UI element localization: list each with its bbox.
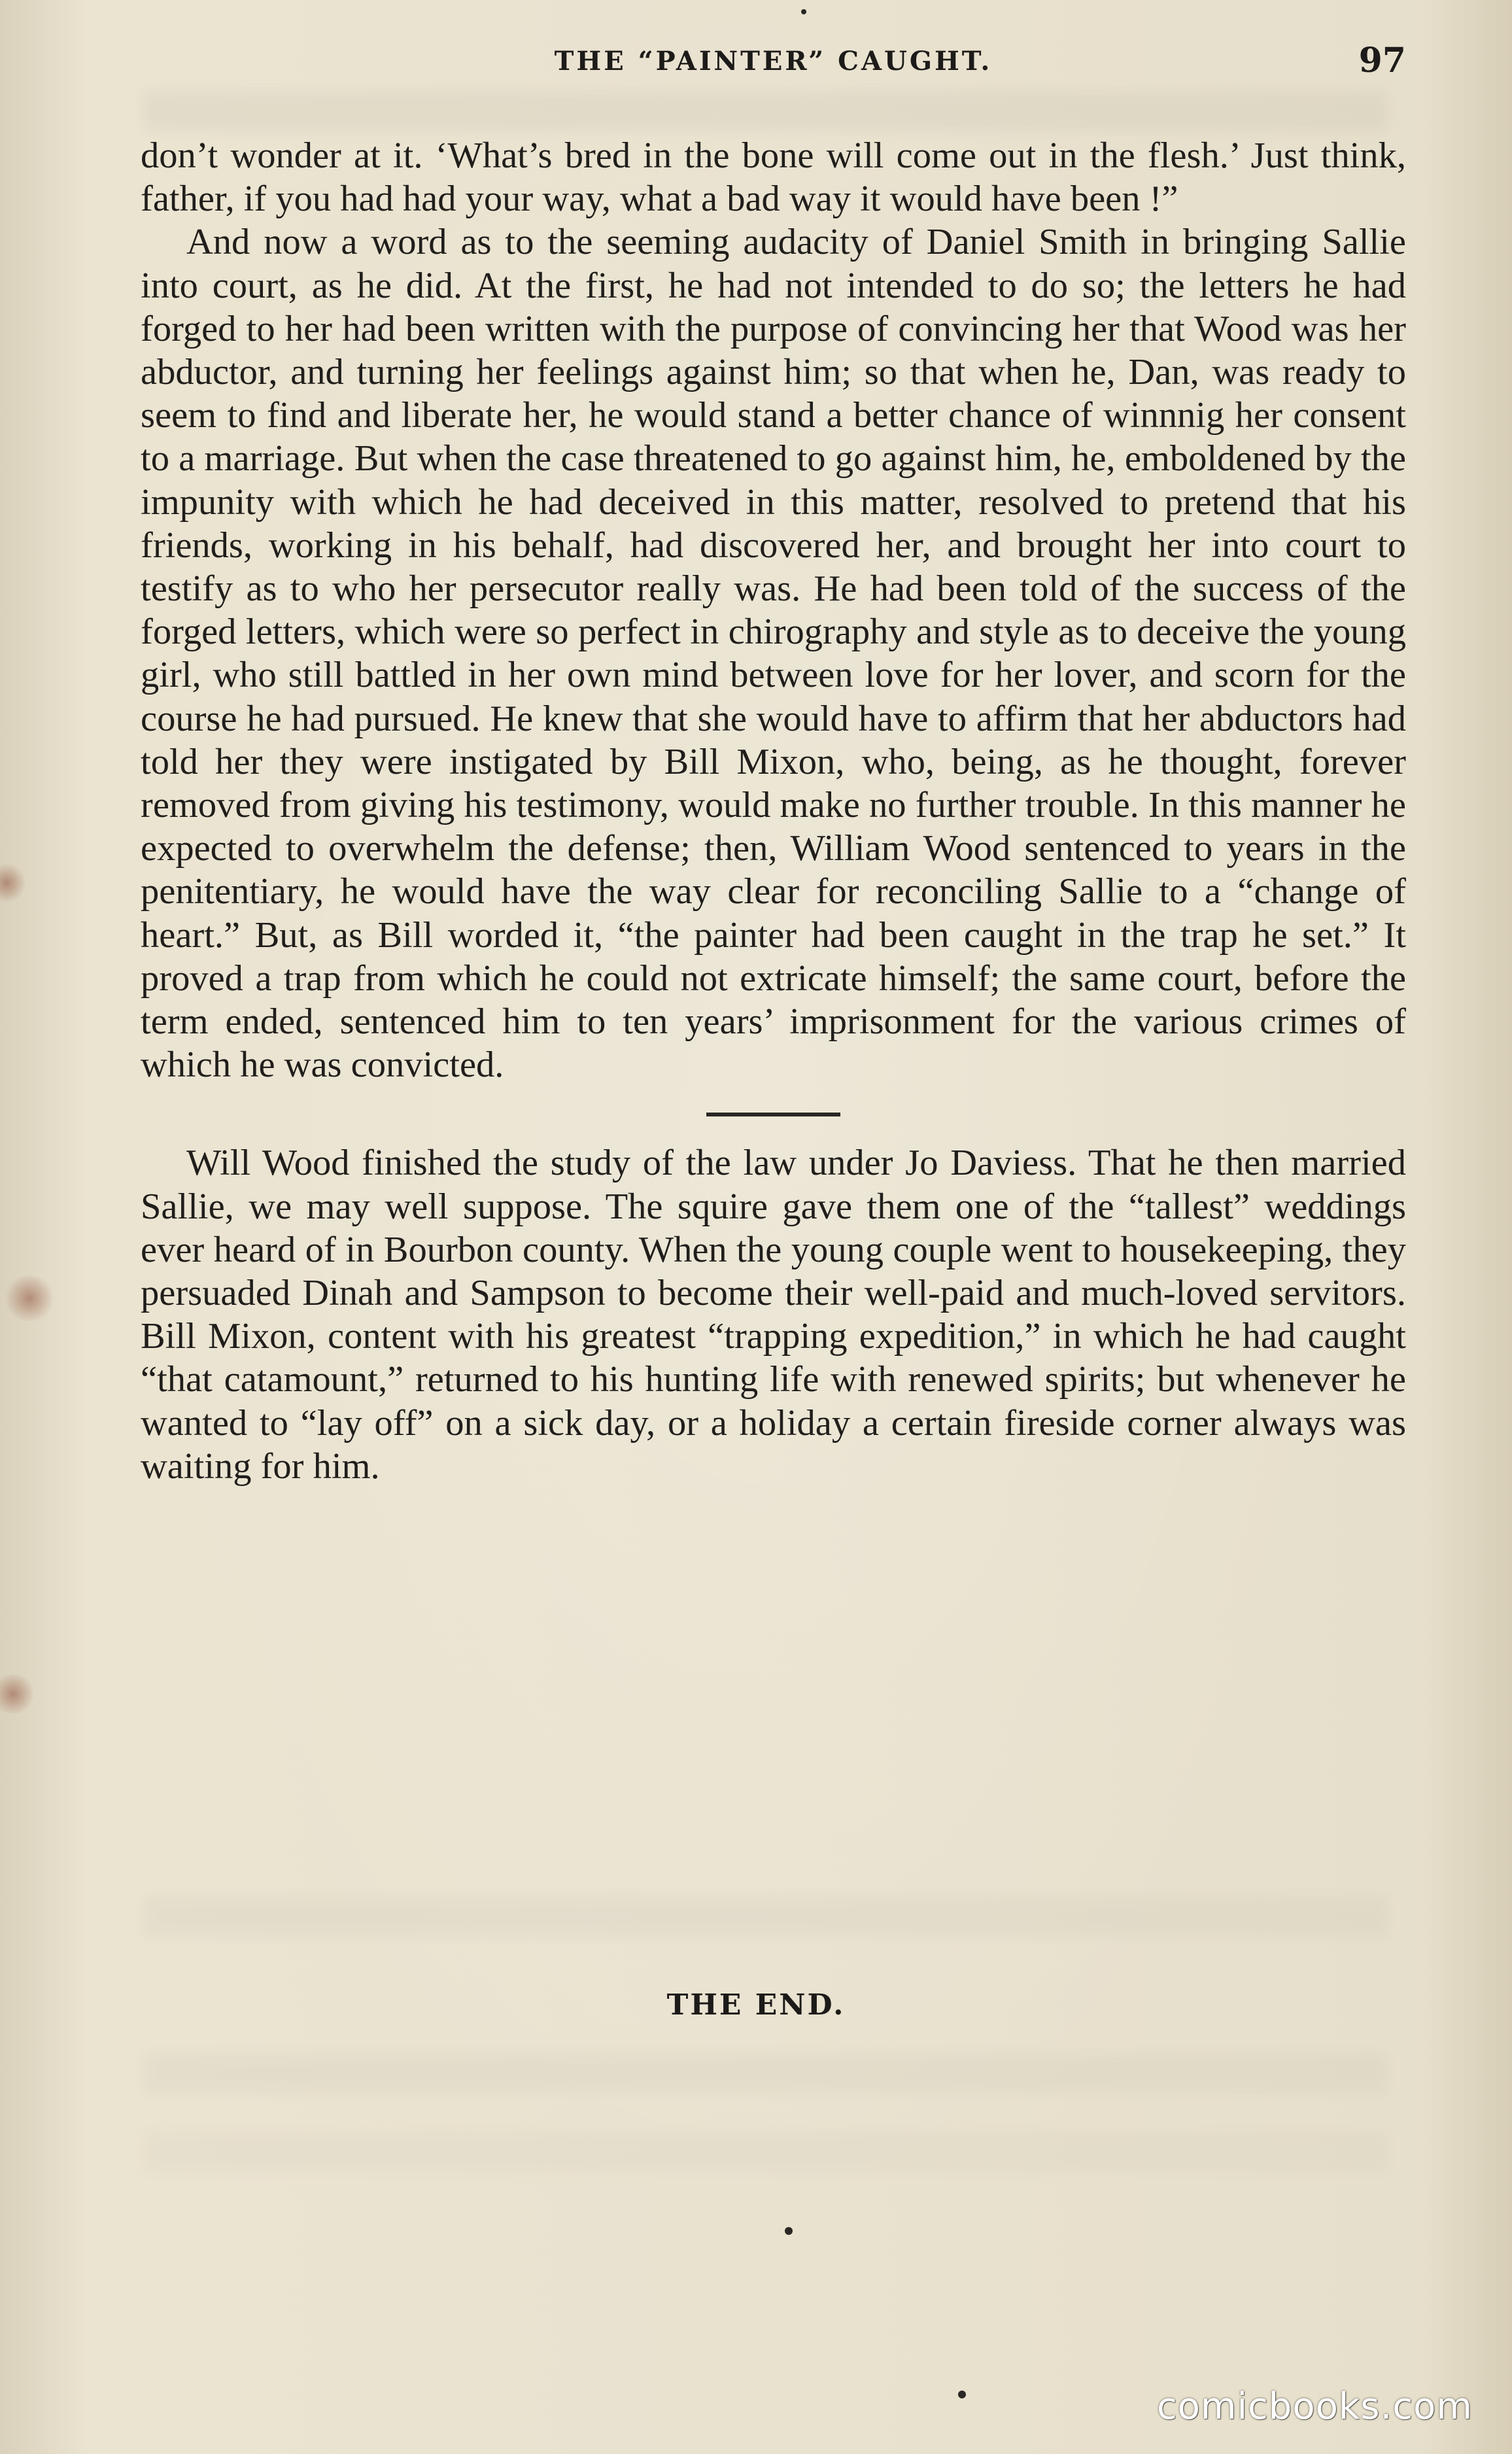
page-header [141, 41, 1406, 86]
edge-stain [0, 863, 26, 903]
ink-speck [958, 2391, 966, 2398]
body-text [141, 134, 1406, 1488]
running-head: THE “PAINTER” CAUGHT. [554, 46, 993, 77]
show-through-band [144, 2054, 1386, 2093]
page-number: 97 [1358, 41, 1406, 80]
ink-speck [785, 2227, 793, 2235]
show-through-band [144, 2132, 1386, 2171]
edge-stain [0, 1674, 36, 1714]
watermark-text: comicbooks.com [1156, 2385, 1473, 2428]
the-end-label: THE END. [666, 1988, 846, 2022]
edge-stain [3, 1275, 56, 1321]
show-through-band [144, 1897, 1386, 1936]
ink-speck [801, 9, 806, 14]
section-divider [706, 1113, 840, 1116]
show-through-band [144, 92, 1386, 131]
paragraph-daniel-smith: And now a word as to the seeming audacity of Daniel Smith in bringing Sallie into court, as he did. At the first, he had not intended to do so; the letters he had forged to her had been written with the purpose of convincing her that Wood was her abductor, and turning her feelings against him; so that when he, Dan, was ready to seem to find and liberate her, he would stand a better chance of winnnig her consent to a marriage. But when the case threatened to go against him, he, emboldened by the impunity with which he had deceived in this matter, resolved to pretend that his friends, working in his behalf, had discovered her, and brought her into court to testify as to who her persecutor really was. He had been told of the success of the forged letters, which were so perfect in chirography and style as to deceive the young girl, who still battled in her own mind between love for her lover, and scorn for the course he had pursued. He knew that she would have to affirm that her abductors had told her they were instigated by Bill Mixon, who, being, as he thought, forever removed from giving his testimony, would make no further trouble. In this manner he expected to overwhelm the defense; then, William Wood sentenced to years in the penitentiary, he would have the way clear for reconciling Sallie to a “change of heart.” But, as Bill worded it, “the painter had been caught in the trap he set.” It proved a trap from which he could not extricate himself; the same court, before the term ended, sentenced him to ten years’ imprisonment for the various crimes of which he was convicted. [141, 222, 1406, 1086]
paragraph-continuation: don’t wonder at it. ‘What’s bred in the bone will come out in the flesh.’ Just think, father, if you had had your way, what a bad way it would have been !” [141, 135, 1406, 220]
paragraph-epilogue: Will Wood finished the study of the law under Jo Daviess. That he then married Sallie, we may well suppose. The squire gave them one of the “tallest” weddings ever heard of in Bourbon county. When the young couple went to housekeeping, they persuaded Dinah and Sampson to become their well-paid and much-loved servitors. Bill Mixon, content with his greatest “trapping expedition,” in which he had caught “that catamount,” returned to his hunting life with renewed spirits; but whenever he wanted to “lay off” on a sick day, or a holiday a certain fireside corner always was waiting for him. [141, 1143, 1406, 1487]
